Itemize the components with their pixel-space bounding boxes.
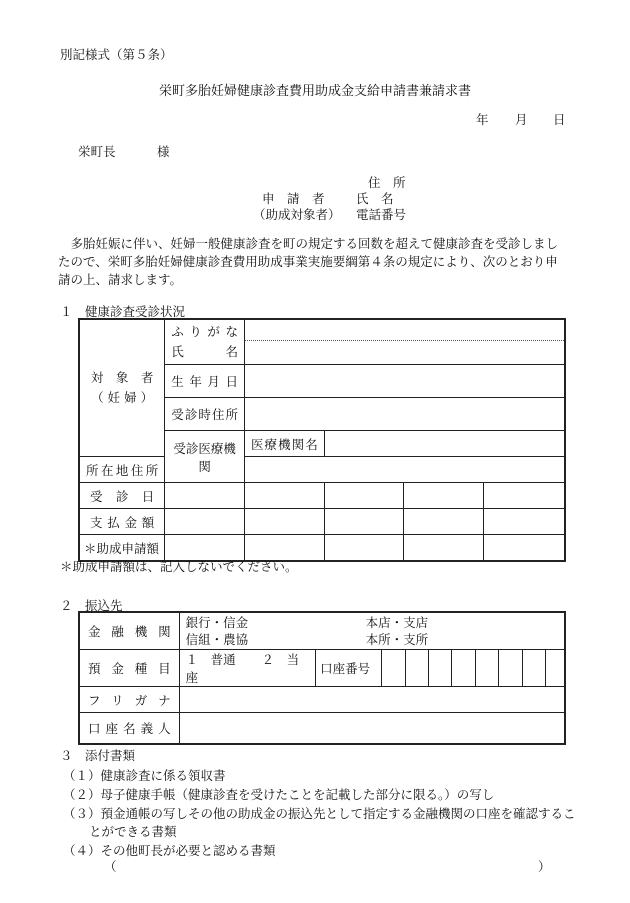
grant-note: ＊助成申請額は、記入しないでください。 bbox=[60, 559, 298, 574]
account-digit[interactable] bbox=[522, 650, 545, 687]
birth-label: 生年月日 bbox=[165, 365, 245, 398]
amount-paid-input[interactable] bbox=[165, 509, 245, 535]
account-number-label: 口座番号 bbox=[316, 650, 382, 687]
open-paren: （ bbox=[104, 859, 117, 874]
bank-opt2: 信組・農協 bbox=[185, 632, 249, 647]
section3-heading: ３ 添付書類 bbox=[60, 748, 136, 763]
exam-date-input[interactable] bbox=[483, 483, 565, 509]
account-digit[interactable] bbox=[429, 650, 452, 687]
other-docs-input[interactable] bbox=[118, 872, 536, 873]
amount-paid-input[interactable] bbox=[483, 509, 565, 535]
account-digit[interactable] bbox=[382, 650, 405, 687]
intro-paragraph: 多胎妊娠に伴い、妊婦一般健康診査を町の規定する回数を超えて健康診査を受診しましたので、栄町多胎妊婦健康診査費用助成事業実施要綱第４条の規定により、次のとおり申請の上、請求します。 bbox=[58, 236, 559, 287]
residence-label: 受診時住所 bbox=[165, 398, 245, 431]
subject-cell bbox=[79, 319, 165, 457]
institution-address-input[interactable] bbox=[245, 457, 565, 483]
subject-label: 対 象 者 bbox=[90, 370, 154, 385]
name-input-cell[interactable] bbox=[245, 319, 565, 365]
amount-paid-input[interactable] bbox=[245, 509, 325, 535]
kana-input[interactable] bbox=[179, 687, 565, 713]
branch-opt1: 本店・支店 bbox=[365, 615, 429, 630]
exam-date-input[interactable] bbox=[404, 483, 484, 509]
close-paren: ） bbox=[538, 859, 551, 874]
attachment-item: （２）母子健康手帳（健康診査を受けたことを記載した部分に限る。）の写し bbox=[63, 787, 495, 802]
attachment-item: （４）その他町長が必要と認める書類 bbox=[63, 843, 276, 858]
deposit-type-cell[interactable] bbox=[179, 650, 315, 687]
subject-sub-label: （ 妊 婦 ） bbox=[91, 390, 154, 405]
addressee-honorific: 様 bbox=[157, 144, 170, 159]
exam-date-input[interactable] bbox=[245, 483, 325, 509]
attachment-item: （３）預金通帳の写しその他の助成金の振込先として指定する金融機関の口座を確認するこ bbox=[63, 806, 576, 821]
amount-paid-input[interactable] bbox=[404, 509, 484, 535]
holder-input[interactable] bbox=[179, 713, 565, 745]
grant-amount-input bbox=[324, 535, 404, 562]
applicant-name-label: 氏 名 bbox=[356, 191, 394, 206]
account-digit[interactable] bbox=[452, 650, 475, 687]
account-digit[interactable] bbox=[499, 650, 522, 687]
deposit-type-2[interactable]: ２ 当座 bbox=[185, 652, 300, 685]
kana-label: フリガナ bbox=[79, 687, 179, 713]
deposit-type-label: 預金種目 bbox=[79, 650, 179, 687]
attachment-item: （１）健康診査に係る領収書 bbox=[63, 768, 226, 783]
date-day: 日 bbox=[553, 112, 566, 127]
amount-paid-label: 支払金額 bbox=[79, 509, 165, 535]
deposit-type-1[interactable]: １ 普通 bbox=[185, 652, 236, 667]
applicant-role: 申 請 者 bbox=[262, 191, 325, 206]
section2-heading: ２ 振込先 bbox=[60, 598, 123, 613]
birth-input[interactable] bbox=[245, 365, 565, 398]
exam-date-input[interactable] bbox=[165, 483, 245, 509]
furigana-name-cell bbox=[165, 319, 245, 365]
holder-label: 口座名義人 bbox=[79, 713, 179, 745]
exam-date-label: 受 診 日 bbox=[79, 483, 165, 509]
account-digit[interactable] bbox=[546, 650, 565, 687]
date-month: 月 bbox=[515, 112, 528, 127]
branch-opt2: 本所・支所 bbox=[365, 632, 429, 647]
bank-input[interactable] bbox=[179, 612, 565, 650]
section1-heading: １ 健康診査受診状況 bbox=[60, 304, 186, 319]
applicant-address-label: 住 所 bbox=[368, 175, 406, 190]
grant-amount-input bbox=[483, 535, 565, 562]
attachment-item-continued: とができる書類 bbox=[89, 824, 177, 839]
form-label: 別記様式（第５条） bbox=[60, 47, 173, 62]
exam-status-table bbox=[78, 318, 566, 562]
addressee-name: 栄町長 bbox=[78, 144, 116, 159]
exam-date-input[interactable] bbox=[324, 483, 404, 509]
applicant-role-sub: （助成対象者） bbox=[253, 207, 341, 222]
furigana-input[interactable] bbox=[245, 320, 564, 341]
residence-input[interactable] bbox=[245, 398, 565, 431]
institution-name-input[interactable] bbox=[324, 431, 565, 457]
institution-address-label: 所在地住所 bbox=[79, 457, 165, 483]
furigana-label: ふりがな bbox=[171, 324, 239, 339]
name-label: 氏 名 bbox=[171, 344, 239, 359]
institution-label: 受診医療機関 bbox=[165, 431, 245, 483]
grant-amount-input bbox=[404, 535, 484, 562]
page-title: 栄町多胎妊婦健康診査費用助成金支給申請書兼請求書 bbox=[158, 84, 471, 99]
account-digit[interactable] bbox=[405, 650, 428, 687]
account-digit[interactable] bbox=[475, 650, 498, 687]
grant-amount-label: ＊助成申請額 bbox=[79, 535, 165, 562]
amount-paid-input[interactable] bbox=[324, 509, 404, 535]
date-year: 年 bbox=[476, 112, 489, 127]
bank-opt1: 銀行・信金 bbox=[185, 615, 249, 630]
applicant-phone-label: 電話番号 bbox=[356, 207, 407, 222]
bank-table bbox=[78, 611, 566, 745]
name-input[interactable] bbox=[245, 341, 564, 364]
institution-name-label: 医療機関名 bbox=[245, 431, 325, 457]
bank-label: 金融機関 bbox=[79, 612, 179, 650]
